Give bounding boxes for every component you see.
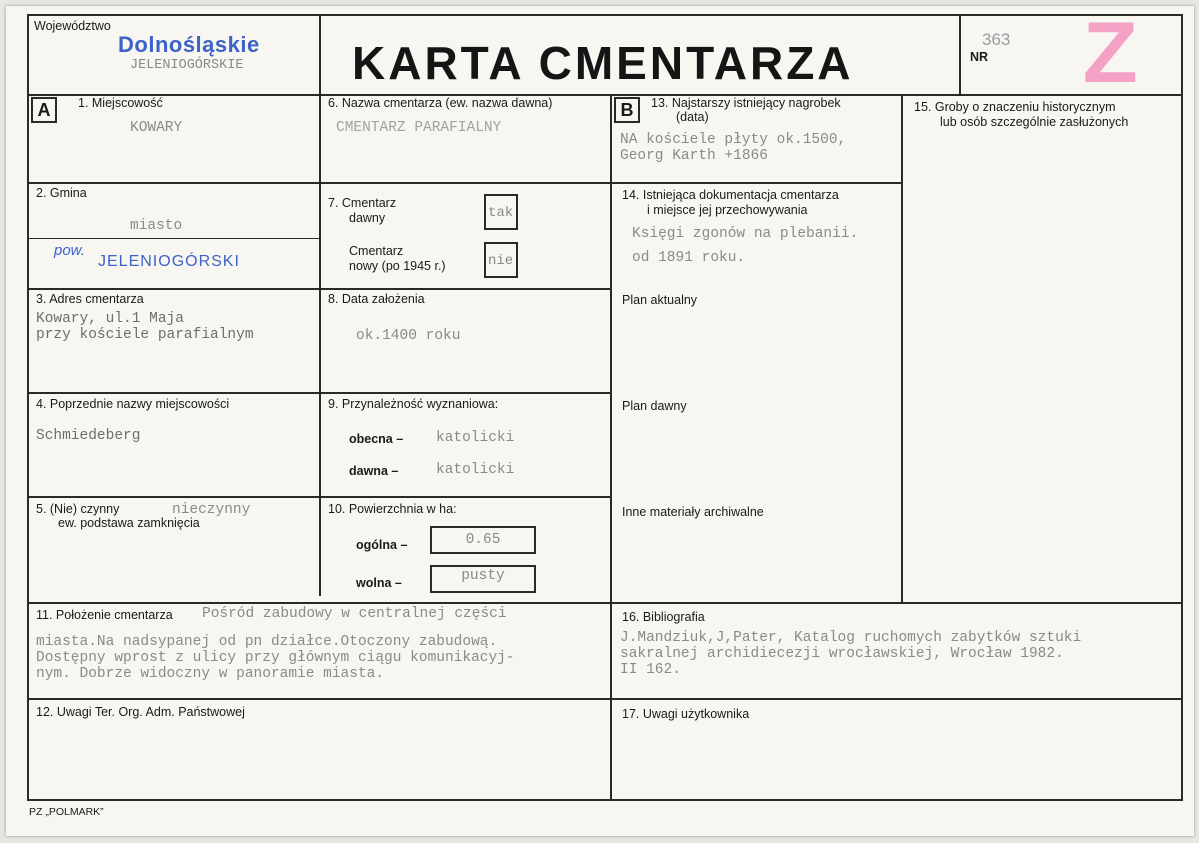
card-title: KARTA CMENTARZA xyxy=(352,37,854,89)
divider xyxy=(27,182,319,184)
field-9-former-label: dawna – xyxy=(349,464,399,478)
publisher-footer: PZ „POLMARK” xyxy=(29,806,104,818)
voivodeship-stamp: Dolnośląskie xyxy=(118,32,260,57)
field-14-value: Księgi zgonów na plebanii. od 1891 roku. xyxy=(632,226,859,266)
divider xyxy=(901,94,903,604)
divider xyxy=(319,182,610,184)
divider xyxy=(27,496,319,498)
field-9-current-value: katolicki xyxy=(436,430,515,446)
field-9-former-value: katolicki xyxy=(436,462,515,478)
divider xyxy=(27,238,319,239)
divider xyxy=(610,94,612,801)
field-14-label: 14. Istniejąca dokumentacja cmentarza xyxy=(622,188,839,202)
current-plan-label: Plan aktualny xyxy=(622,293,698,307)
field-17-label: 17. Uwagi użytkownika xyxy=(622,707,750,721)
number-label: NR xyxy=(970,50,989,64)
field-1-label: 1. Miejscowość xyxy=(78,96,163,110)
divider xyxy=(27,698,1183,700)
field-8-value: ok.1400 roku xyxy=(356,328,461,344)
divider xyxy=(959,14,961,96)
field-10-free-label: wolna – xyxy=(356,576,402,590)
field-9-label: 9. Przynależność wyznaniowa: xyxy=(328,397,499,411)
field-16-label: 16. Bibliografia xyxy=(622,610,705,624)
field-5-label: 5. (Nie) czynny xyxy=(36,502,120,516)
field-2-label: 2. Gmina xyxy=(36,186,87,200)
field-7-nowy-box xyxy=(484,242,518,278)
field-3-value: Kowary, ul.1 Maja przy kościele parafialnym xyxy=(36,311,254,343)
field-9-current-label: obecna – xyxy=(349,432,404,446)
field-12-label: 12. Uwagi Ter. Org. Adm. Państwowej xyxy=(36,705,245,719)
field-8-label: 8. Data założenia xyxy=(328,292,425,306)
divider xyxy=(27,288,319,290)
field-13-sublabel: (data) xyxy=(676,110,709,124)
field-10-total-box xyxy=(430,526,536,554)
divider xyxy=(27,392,319,394)
field-15-sublabel: lub osób szczególnie zasłużonych xyxy=(940,115,1129,129)
section-a-marker: A xyxy=(31,97,57,123)
field-11-value-line1: Pośród zabudowy w centralnej części xyxy=(202,606,507,622)
field-6-value: CMENTARZ PARAFIALNY xyxy=(336,120,502,136)
field-4-label: 4. Poprzednie nazwy miejscowości xyxy=(36,397,230,411)
field-16-value: J.Mandziuk,J,Pater, Katalog ruchomych zabytków sztuki sakralnej archidiecezji wrocławskiej, Wrocław 1982. II 162. xyxy=(620,630,1082,678)
field-2-stamp-prefix: pow. xyxy=(54,242,85,259)
divider xyxy=(610,182,901,184)
field-10-free-box xyxy=(430,565,536,593)
field-7-nowy-label: Cmentarz xyxy=(349,244,404,258)
field-2-stamp-value: JELENIOGÓRSKI xyxy=(98,253,240,270)
field-5-value: nieczynny xyxy=(172,502,251,518)
field-11-value: miasta.Na nadsypanej od pn działce.Otoczony zabudową. Dostępny wprost z ulicy przy głównym ciągu komunikacyj- nym. Dobrze widoczny w panoramie miasta. xyxy=(36,634,515,682)
voivodeship-label: Województwo xyxy=(34,19,111,33)
field-13-label: 13. Najstarszy istniejący nagrobek xyxy=(651,96,841,110)
field-1-value: KOWARY xyxy=(130,120,183,136)
divider xyxy=(27,602,1183,604)
field-15-label: 15. Groby o znaczeniu historycznym xyxy=(914,100,1116,114)
archival-materials-label: Inne materiały archiwalne xyxy=(622,505,764,519)
field-6-label: 6. Nazwa cmentarza (ew. nazwa dawna) xyxy=(328,96,553,110)
field-2-value: miasto xyxy=(130,218,183,234)
number-value: 363 xyxy=(982,30,1011,49)
field-7-dawny-value: tak xyxy=(488,205,514,221)
field-10-total-label: ogólna – xyxy=(356,538,408,552)
field-7-dawny-box xyxy=(484,194,518,230)
former-plan-label: Plan dawny xyxy=(622,399,687,413)
field-3-label: 3. Adres cmentarza xyxy=(36,292,144,306)
field-11-label: 11. Położenie cmentarza xyxy=(36,608,173,622)
divider xyxy=(319,392,610,394)
category-mark: Z xyxy=(1082,6,1138,101)
field-7-dawny-label: 7. Cmentarz xyxy=(328,196,397,210)
divider xyxy=(27,94,1183,96)
cemetery-card xyxy=(6,6,1194,836)
divider xyxy=(319,496,610,498)
field-7-nowy-sublabel: nowy (po 1945 r.) xyxy=(349,259,446,273)
field-10-free-value: pusty xyxy=(461,568,505,584)
section-b-marker: B xyxy=(614,97,640,123)
field-7-dawny-sublabel: dawny xyxy=(349,211,386,225)
field-14-sublabel: i miejsce jej przechowywania xyxy=(647,203,808,217)
divider xyxy=(319,14,321,596)
divider xyxy=(319,288,610,290)
field-5-sublabel: ew. podstawa zamknięcia xyxy=(58,516,200,530)
voivodeship-old-value: JELENIOGÓRSKIE xyxy=(130,58,244,73)
field-10-label: 10. Powierzchnia w ha: xyxy=(328,502,457,516)
field-10-total-value: 0.65 xyxy=(465,532,501,548)
field-4-value: Schmiedeberg xyxy=(36,428,141,444)
field-7-nowy-value: nie xyxy=(488,253,514,269)
field-13-value: NA kościele płyty ok.1500, Georg Karth +1866 xyxy=(620,132,847,164)
